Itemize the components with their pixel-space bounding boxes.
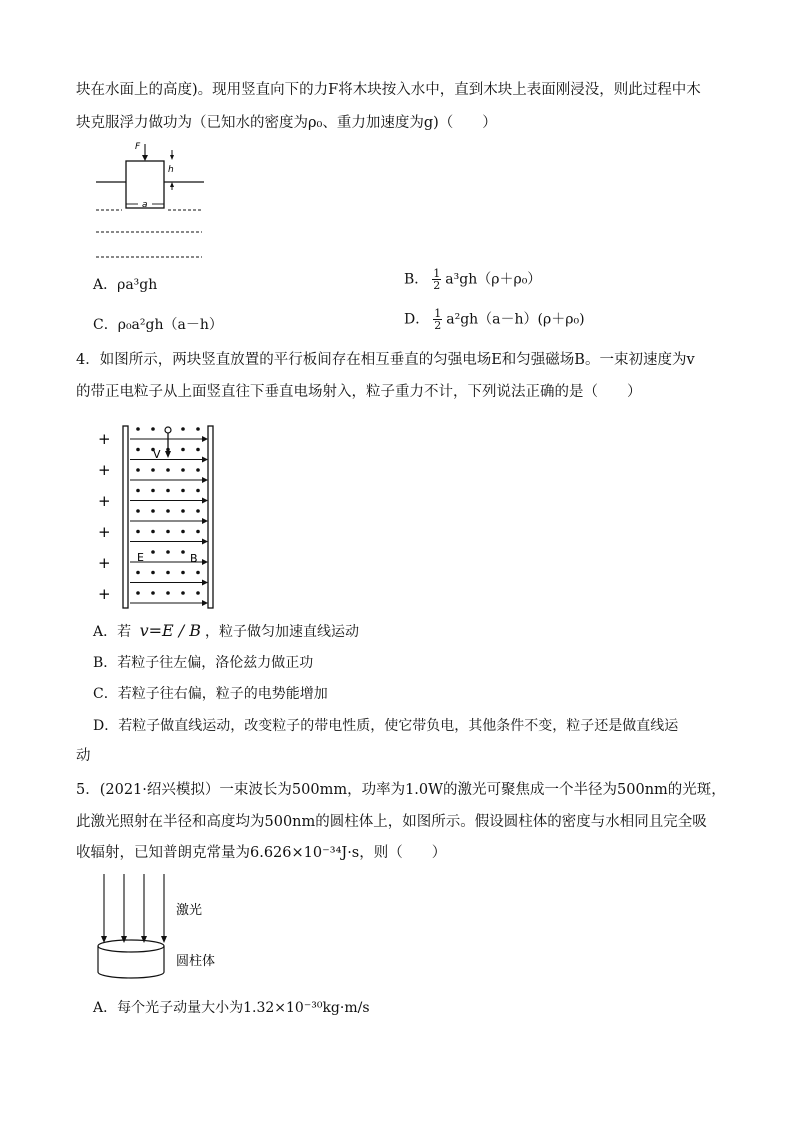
plus-sign: + [98, 585, 111, 603]
field-arrowhead [202, 580, 208, 586]
cylinder-top [98, 940, 164, 952]
force-label: F [135, 142, 141, 152]
right-plate [208, 426, 213, 608]
q5-stem-line-1: 5．(2021·绍兴模拟）一束波长为500mm，功率为1.0W的激光可聚焦成一个半径为500nm的光斑， [76, 782, 726, 798]
magnetic-field-dot [151, 571, 155, 575]
q3-option-a[interactable]: A．ρa³gh [93, 277, 158, 293]
cylinder-label: 圆柱体 [176, 954, 216, 969]
plus-sign: + [98, 554, 111, 572]
q4-option-b[interactable]: B．若粒子往左偏，洛伦兹力做正功 [93, 655, 314, 671]
magnetic-field-dot [196, 509, 200, 513]
magnetic-field-dot [151, 509, 155, 513]
magnetic-field-dot [151, 550, 155, 554]
magnetic-field-dot [166, 489, 170, 493]
formula-v-eq-e-over-b: v=E / B [139, 621, 202, 640]
magnetic-field-dot [166, 550, 170, 554]
q4-field-figure [90, 420, 230, 610]
magnetic-field-dot [181, 550, 185, 554]
q5-stem-line-2: 此激光照射在半径和高度均为500nm的圆柱体上，如图所示。假设圆柱体的密度与水相同且完全吸 [76, 814, 707, 830]
q5-laser-figure [94, 872, 234, 984]
magnetic-field-dot [166, 530, 170, 534]
q5-option-a[interactable]: A．每个光子动量大小为1.32×10⁻³⁰kg·m/s [93, 1000, 370, 1016]
field-arrowhead [202, 436, 208, 442]
magnetic-field-dot [136, 571, 140, 575]
magnetic-field-dot [151, 489, 155, 493]
magnetic-field-dot [196, 427, 200, 431]
magnetic-field-dot [196, 468, 200, 472]
magnetic-field-dot [166, 509, 170, 513]
q4-option-a[interactable]: A．若 v=E / B ，粒子做匀加速直线运动 [93, 621, 360, 640]
field-arrowhead [202, 498, 208, 504]
magnetic-field-dot [181, 448, 185, 452]
magnetic-field-dot [136, 591, 140, 595]
laser-label: 激光 [176, 903, 203, 918]
magnetic-field-label: B [190, 552, 198, 565]
magnetic-field-dot [181, 509, 185, 513]
particle-icon [165, 427, 171, 433]
magnetic-field-dot [151, 468, 155, 472]
q4-stem-line-1: 4．如图所示，两块竖直放置的平行板间存在相互垂直的匀强电场E和匀强磁场B。一束初速度为v [76, 352, 695, 368]
fraction-one-half: $\frac{1}{2}$ [433, 267, 441, 292]
electric-field-label: E [137, 551, 144, 564]
magnetic-field-dot [166, 571, 170, 575]
magnetic-field-dot [136, 468, 140, 472]
magnetic-field-dot [181, 489, 185, 493]
q5-stem-line-3: 收辐射，已知普朗克常量为6.626×10⁻³⁴J·s，则（ ） [76, 845, 447, 861]
field-arrowhead [202, 600, 208, 606]
magnetic-field-dot [136, 427, 140, 431]
field-arrowhead [202, 559, 208, 565]
field-arrowhead [202, 457, 208, 463]
magnetic-field-dot [136, 509, 140, 513]
left-plate [123, 426, 128, 608]
height-label: h [168, 165, 174, 175]
magnetic-field-dot [151, 591, 155, 595]
magnetic-field-dot [196, 448, 200, 452]
magnetic-field-dot [181, 530, 185, 534]
q3-buoyancy-figure [94, 140, 214, 262]
magnetic-field-dot [136, 448, 140, 452]
magnetic-field-dot [196, 591, 200, 595]
magnetic-field-dot [136, 489, 140, 493]
velocity-label: V [153, 448, 161, 461]
magnetic-field-dot [196, 489, 200, 493]
field-arrowhead [202, 539, 208, 545]
q4-option-d-line-2: 动 [76, 748, 91, 764]
magnetic-field-dot [196, 530, 200, 534]
plus-sign: + [98, 492, 111, 510]
magnetic-field-dot [181, 571, 185, 575]
magnetic-field-dot [181, 591, 185, 595]
magnetic-field-dot [166, 591, 170, 595]
side-label: a [142, 200, 148, 210]
q3-stem-line-2: 块克服浮力做功为（已知水的密度为ρ₀、重力加速度为g)（ ） [76, 115, 497, 131]
magnetic-field-dot [151, 530, 155, 534]
magnetic-field-dot [181, 427, 185, 431]
magnetic-field-dot [151, 427, 155, 431]
plus-sign: + [98, 523, 111, 541]
q3-option-c[interactable]: C．ρ₀a²gh（a－h） [93, 317, 223, 333]
q3-stem-line-1: 块在水面上的高度)。现用竖直向下的力F将木块按入水中，直到木块上表面刚浸没，则此过程中木 [76, 82, 701, 98]
q4-option-c[interactable]: C．若粒子往右偏，粒子的电势能增加 [93, 686, 328, 702]
field-arrowhead [202, 518, 208, 524]
magnetic-field-dot [136, 530, 140, 534]
q4-stem-line-2: 的带正电粒子从上面竖直往下垂直电场射入，粒子重力不计，下列说法正确的是（ ） [76, 384, 642, 400]
q3-option-d[interactable]: D． $\frac{1}{2}$ a²gh（a－h）(ρ＋ρ₀) [404, 307, 585, 332]
q4-option-d-line-1[interactable]: D．若粒子做直线运动，改变粒子的带电性质，使它带负电，其他条件不变，粒子还是做直线运 [93, 718, 679, 734]
fraction-one-half: $\frac{1}{2}$ [434, 307, 442, 332]
plus-sign: + [98, 430, 111, 448]
magnetic-field-dot [196, 571, 200, 575]
field-arrowhead [202, 477, 208, 483]
magnetic-field-dot [166, 468, 170, 472]
magnetic-field-dot [181, 468, 185, 472]
plus-sign: + [98, 461, 111, 479]
q3-option-b[interactable]: B． $\frac{1}{2}$ a³gh（ρ＋ρ₀） [404, 267, 542, 292]
